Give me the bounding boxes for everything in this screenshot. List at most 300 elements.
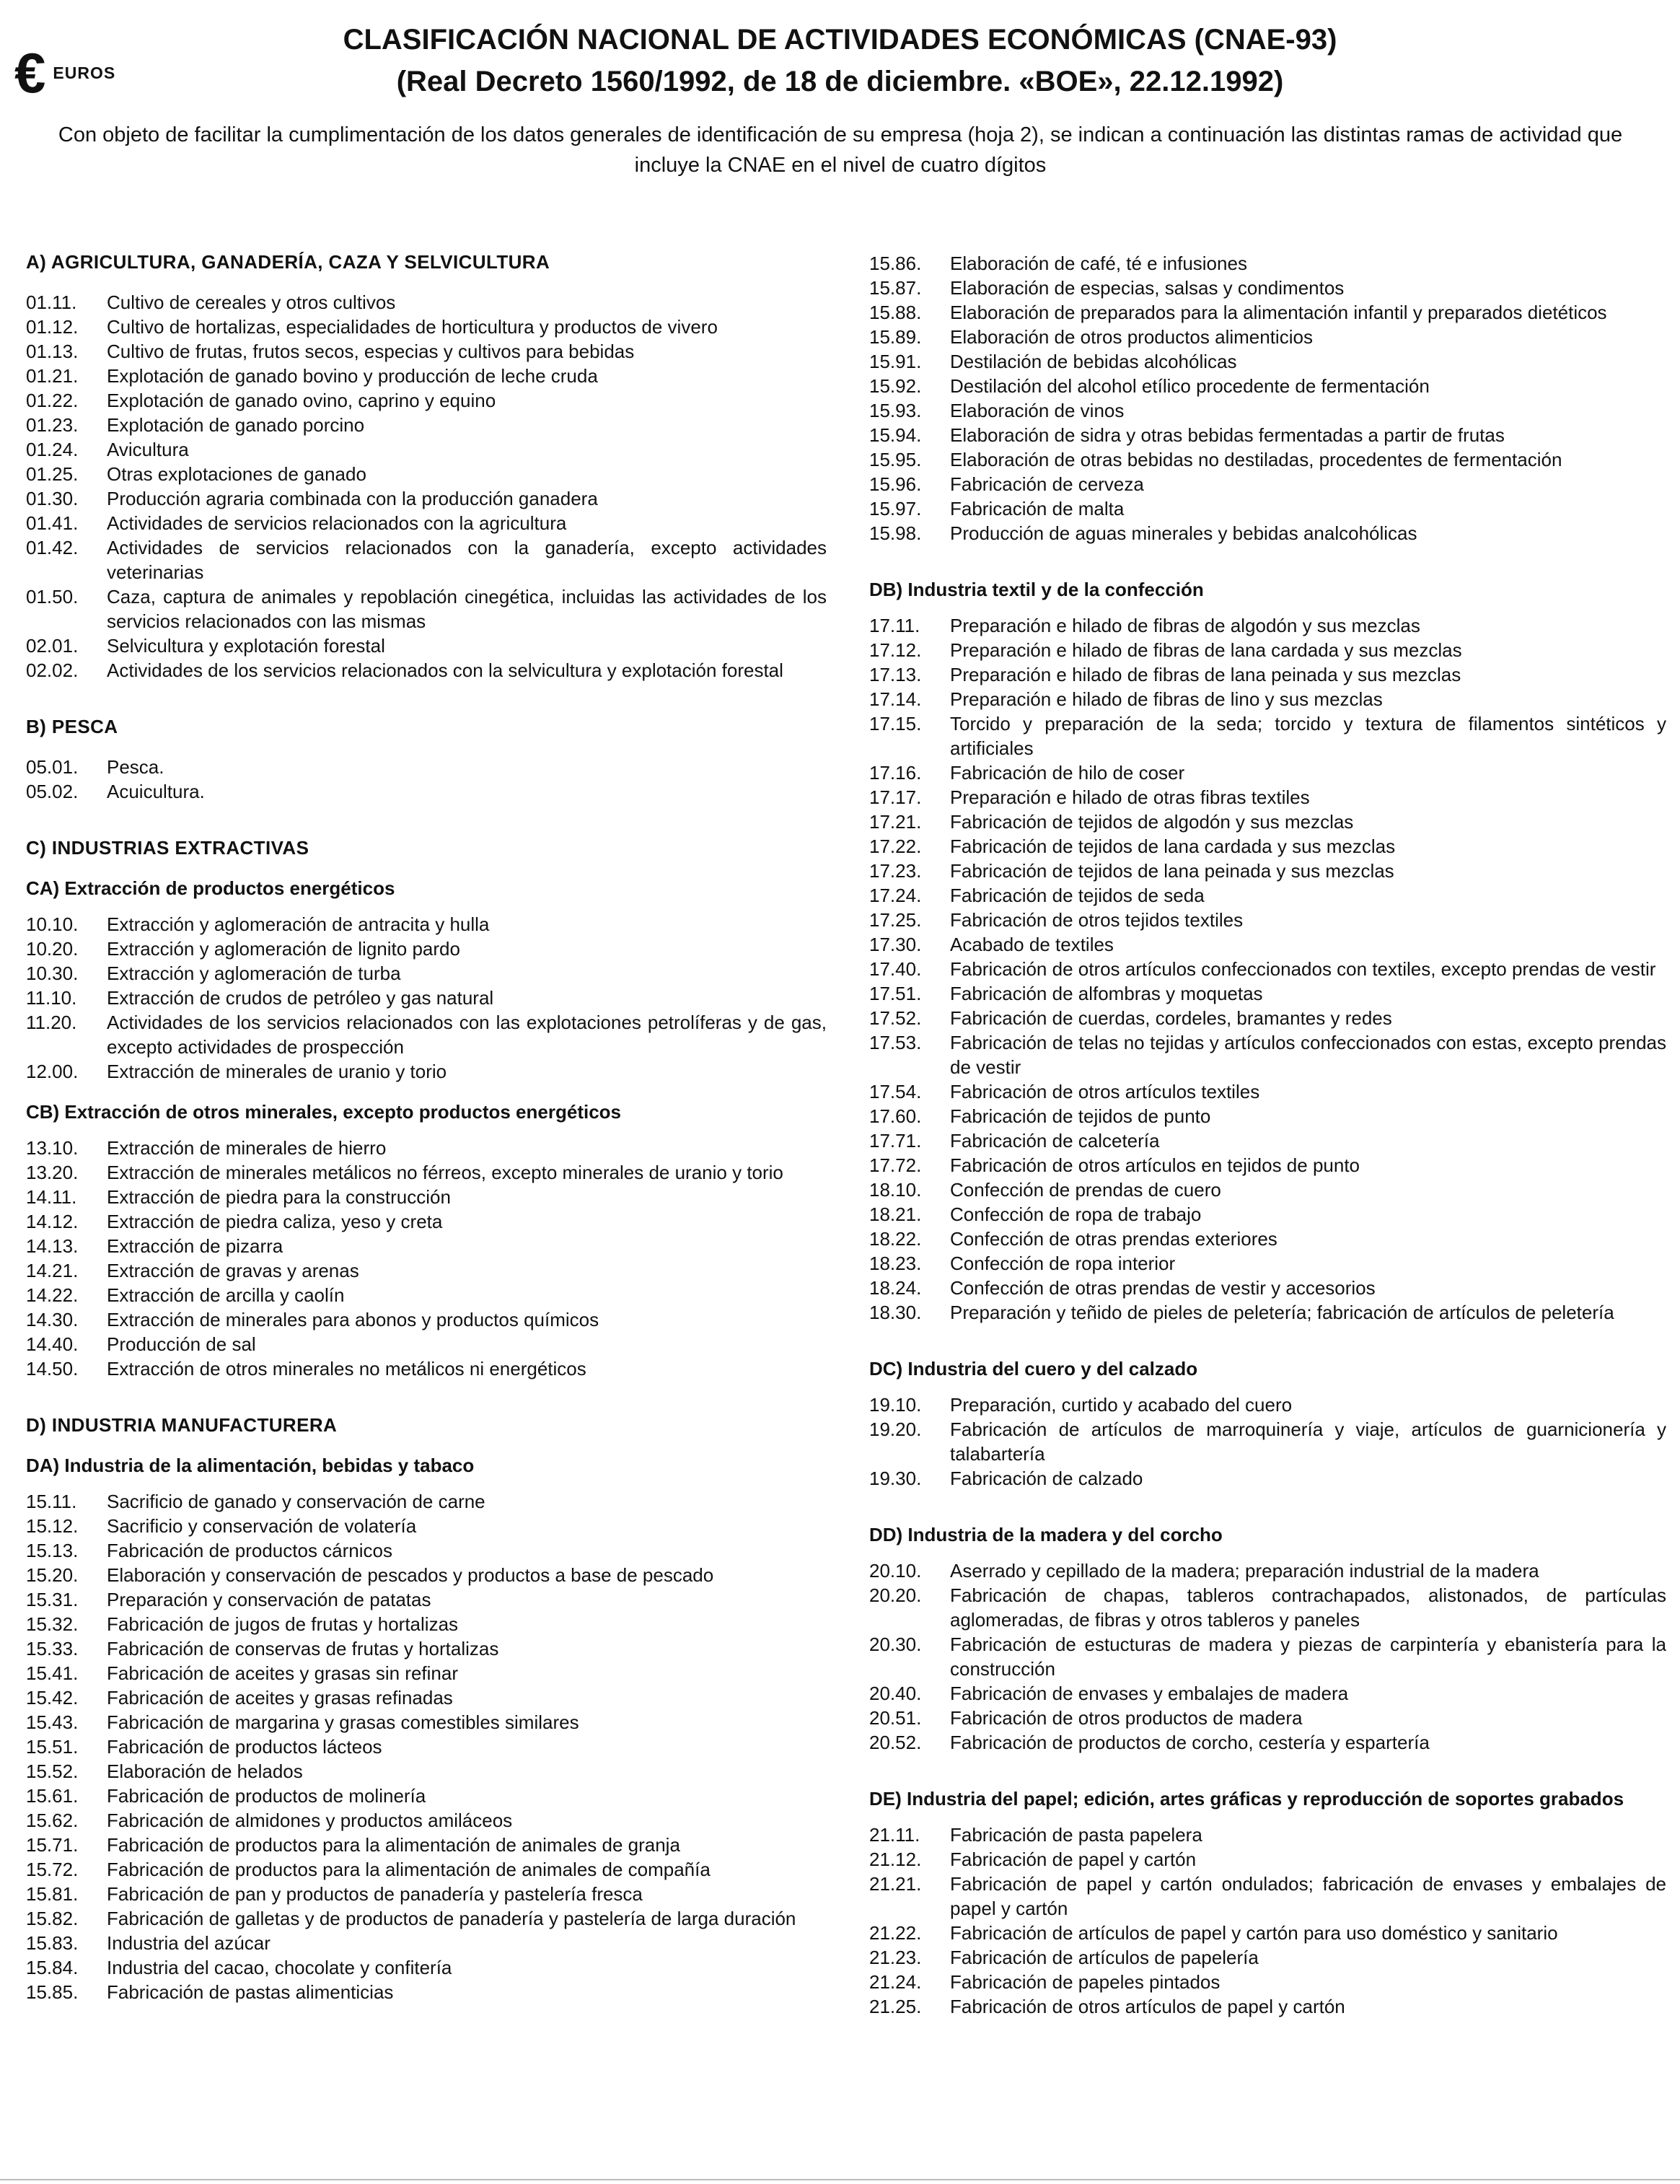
activity-entry (26, 1185, 827, 1209)
activity-code: 17.15. (869, 713, 922, 734)
activity-entry (26, 1587, 827, 1612)
activity-description: Confección de prendas de cuero (950, 1179, 1221, 1201)
activity-code: 18.24. (869, 1277, 922, 1299)
activity-code: 18.10. (869, 1179, 922, 1201)
activity-description: Cultivo de cereales y otros cultivos (107, 291, 396, 313)
activity-entry (26, 437, 827, 462)
activity-description: Elaboración de sidra y otras bebidas fermentadas a partir de frutas (950, 424, 1505, 446)
activity-entry (26, 986, 827, 1010)
activity-code: 17.30. (869, 934, 922, 955)
activity-code: 19.20. (869, 1418, 922, 1440)
activity-entry (26, 1209, 827, 1234)
activity-entry (26, 1356, 827, 1381)
activity-entry (869, 447, 1666, 472)
activity-entry (869, 1128, 1666, 1153)
section (869, 1522, 1666, 1755)
activity-entry (26, 1514, 827, 1538)
activity-entry (869, 1558, 1666, 1583)
activity-description: Fabricación de jugos de frutas y hortalizas (107, 1613, 459, 1635)
activity-description: Extracción de minerales de uranio y torio (107, 1061, 447, 1082)
activity-code: 17.71. (869, 1130, 922, 1152)
activity-entry (26, 1332, 827, 1356)
subsection (26, 876, 827, 1084)
activity-code: 13.10. (26, 1137, 79, 1159)
activity-description: Extracción de otros minerales no metálicos ni energéticos (107, 1358, 586, 1380)
activity-description: Producción de sal (107, 1333, 256, 1355)
section-heading: A) AGRICULTURA, GANADERÍA, CAZA Y SELVICULTURA (26, 251, 550, 273)
activity-entry (26, 779, 827, 804)
activity-code: 15.98. (869, 522, 922, 544)
activity-code: 15.62. (26, 1810, 79, 1831)
activity-code: 01.21. (26, 365, 79, 387)
subsection-heading: DE) Industria del papel; edición, artes gráficas y reproducción de soportes grabados (869, 1788, 1624, 1810)
section (26, 250, 827, 683)
activity-description: Confección de otras prendas exteriores (950, 1228, 1277, 1250)
activity-code: 17.53. (869, 1032, 922, 1053)
activity-description: Preparación e hilado de fibras de lana cardada y sus mezclas (950, 639, 1462, 661)
subsection (26, 290, 827, 683)
activity-entry (26, 1160, 827, 1185)
activity-entry (869, 785, 1666, 810)
activity-entry (26, 1489, 827, 1514)
activity-description: Fabricación de otros productos de madera (950, 1707, 1303, 1729)
activity-entry (869, 276, 1666, 300)
activity-code: 15.87. (869, 277, 922, 299)
activity-code: 01.41. (26, 512, 79, 534)
activity-entry (869, 662, 1666, 687)
activity-code: 05.02. (26, 781, 79, 802)
activity-description: Cultivo de hortalizas, especialidades de horticultura y productos de vivero (107, 316, 718, 338)
activity-entry (26, 1784, 827, 1808)
activity-code: 17.14. (869, 688, 922, 710)
activity-description: Elaboración de otras bebidas no destiladas, procedentes de fermentación (950, 449, 1562, 470)
activity-code: 20.51. (869, 1707, 922, 1729)
activity-description: Producción agraria combinada con la producción ganadera (107, 488, 598, 509)
subsection-heading: CB) Extracción de otros minerales, excepto productos energéticos (26, 1101, 622, 1123)
section (869, 1356, 1666, 1491)
subsection (26, 1100, 827, 1381)
activity-code: 15.94. (869, 424, 922, 446)
activity-code: 14.21. (26, 1260, 79, 1281)
activity-description: Selvicultura y explotación forestal (107, 635, 385, 657)
activity-code: 02.01. (26, 635, 79, 657)
activity-description: Cultivo de frutas, frutos secos, especias y cultivos para bebidas (107, 341, 635, 362)
activity-entry (869, 1202, 1666, 1227)
subsection-heading: DC) Industria del cuero y del calzado (869, 1358, 1198, 1380)
section (26, 714, 827, 804)
activity-entry (869, 1030, 1666, 1079)
activity-code: 10.10. (26, 913, 79, 935)
activity-entry (26, 1563, 827, 1587)
activity-code: 01.25. (26, 463, 79, 485)
activity-entry (869, 1994, 1666, 2019)
activity-description: Destilación del alcohol etílico procedente de fermentación (950, 375, 1430, 397)
activity-description: Fabricación de aceites y grasas refinadas (107, 1687, 453, 1709)
activity-code: 15.82. (26, 1908, 79, 1929)
activity-description: Producción de aguas minerales y bebidas analcohólicas (950, 522, 1417, 544)
activity-code: 15.92. (869, 375, 922, 397)
activity-code: 14.30. (26, 1309, 79, 1330)
subsection (869, 251, 1666, 545)
activity-description: Fabricación de malta (950, 498, 1125, 519)
activity-code: 15.61. (26, 1785, 79, 1807)
activity-entry (869, 1177, 1666, 1202)
activity-description: Extracción de pizarra (107, 1235, 283, 1257)
activity-description: Fabricación de artículos de papel y cartón para uso doméstico y sanitario (950, 1922, 1558, 1944)
activity-description: Extracción de minerales metálicos no férreos, excepto minerales de uranio y torio (107, 1162, 783, 1183)
activity-entry (26, 339, 827, 364)
subsection (26, 755, 827, 804)
activity-description: Fabricación de papel y cartón ondulados; fabricación de envases y embalajes de papel y cartón (950, 1873, 1666, 1919)
activity-code: 01.42. (26, 537, 79, 558)
section-heading: C) INDUSTRIAS EXTRACTIVAS (26, 837, 309, 859)
activity-code: 14.50. (26, 1358, 79, 1380)
activity-entry (869, 472, 1666, 496)
activity-entry (26, 1808, 827, 1833)
activity-code: 01.11. (26, 291, 77, 313)
activity-description: Preparación, curtido y acabado del cuero (950, 1394, 1293, 1416)
activity-description: Extracción de minerales para abonos y productos químicos (107, 1309, 599, 1330)
activity-description: Elaboración de preparados para la alimentación infantil y preparados dietéticos (950, 302, 1607, 323)
euro-icon: € (14, 41, 46, 105)
activity-code: 15.52. (26, 1760, 79, 1782)
activity-entry (26, 912, 827, 937)
title-line-2: (Real Decreto 1560/1992, de 18 de diciembre. «BOE», 22.12.1992) (396, 66, 1284, 97)
activity-entry (869, 423, 1666, 447)
activity-entry (26, 1906, 827, 1931)
activity-description: Explotación de ganado bovino y producción de leche cruda (107, 365, 598, 387)
activity-code: 11.10. (26, 987, 77, 1009)
activity-description: Acuicultura. (107, 781, 205, 802)
activity-description: Preparación e hilado de fibras de lino y sus mezclas (950, 688, 1383, 710)
activity-entry (26, 1955, 827, 1980)
activity-code: 20.10. (869, 1560, 922, 1582)
section (869, 577, 1666, 1325)
intro-paragraph: Con objeto de facilitar la cumplimentación de los datos generales de identificación de su empresa (hoja 2), se indican a continuación las distintas ramas de actividad que incluye la CNAE en el nivel de cuatro dígitos (58, 123, 1623, 177)
activity-description: Fabricación de artículos de papelería (950, 1947, 1259, 1968)
activity-code: 17.52. (869, 1007, 922, 1029)
activity-code: 17.22. (869, 836, 922, 857)
activity-code: 15.89. (869, 326, 922, 348)
activity-code: 19.30. (869, 1468, 922, 1489)
activity-description: Aserrado y cepillado de la madera; preparación industrial de la madera (950, 1560, 1539, 1582)
activity-description: Fabricación de productos lácteos (107, 1736, 382, 1758)
activity-code: 15.72. (26, 1859, 79, 1880)
activity-description: Fabricación de productos cárnicos (107, 1540, 392, 1561)
activity-entry (869, 1466, 1666, 1491)
activity-code: 01.30. (26, 488, 79, 509)
activity-description: Fabricación de productos para la alimentación de animales de compañía (107, 1859, 711, 1880)
activity-code: 17.60. (869, 1105, 922, 1127)
activity-description: Fabricación de artículos de marroquinería y viaje, artículos de guarnicionería y talabartería (950, 1418, 1666, 1465)
activity-code: 10.30. (26, 962, 79, 984)
activity-entry (26, 290, 827, 315)
activity-code: 15.85. (26, 1981, 79, 2003)
activity-description: Fabricación de tejidos de lana peinada y sus mezclas (950, 860, 1394, 882)
section (26, 836, 827, 1381)
title-line-1: CLASIFICACIÓN NACIONAL DE ACTIVIDADES ECONÓMICAS (CNAE-93) (343, 24, 1337, 56)
activity-entry (869, 810, 1666, 834)
activity-code: 21.23. (869, 1947, 922, 1968)
activity-entry (26, 584, 827, 633)
activity-code: 01.50. (26, 586, 79, 608)
activity-description: Extracción y aglomeración de lignito pardo (107, 938, 460, 960)
activity-description: Fabricación de margarina y grasas comestibles similares (107, 1711, 579, 1733)
activity-description: Elaboración de especias, salsas y condimentos (950, 277, 1345, 299)
activity-entry (869, 1276, 1666, 1300)
subsection (869, 1356, 1666, 1491)
activity-entry (869, 1823, 1666, 1847)
activity-code: 17.13. (869, 664, 922, 685)
activity-description: Fabricación de productos para la alimentación de animales de granja (107, 1834, 680, 1856)
activity-description: Sacrificio de ganado y conservación de carne (107, 1491, 485, 1512)
activity-entry (869, 398, 1666, 423)
activity-code: 18.23. (869, 1253, 922, 1274)
activity-description: Preparación e hilado de fibras de lana peinada y sus mezclas (950, 664, 1461, 685)
activity-entry (869, 1393, 1666, 1417)
activity-description: Fabricación de pan y productos de panadería y pastelería fresca (107, 1883, 643, 1905)
section (869, 1786, 1666, 2019)
activity-code: 15.41. (26, 1662, 79, 1684)
activity-entry (869, 325, 1666, 349)
activity-description: Extracción de piedra para la construcción (107, 1186, 451, 1208)
activity-description: Preparación e hilado de fibras de algodón y sus mezclas (950, 615, 1420, 636)
activity-entry (869, 834, 1666, 859)
activity-entry (26, 1538, 827, 1563)
currency-label: EUROS (53, 63, 116, 82)
activity-description: Pesca. (107, 756, 164, 778)
activity-entry (26, 1136, 827, 1160)
activity-description: Fabricación de productos de molinería (107, 1785, 426, 1807)
document-title (0, 19, 1680, 105)
activity-entry (26, 1612, 827, 1636)
activity-code: 15.33. (26, 1638, 79, 1659)
activity-description: Fabricación de galletas y de productos de panadería y pastelería de larga duración (107, 1908, 796, 1929)
activity-description: Fabricación de cuerdas, cordeles, bramantes y redes (950, 1007, 1392, 1029)
activity-code: 15.71. (26, 1834, 79, 1856)
subsection (869, 1786, 1666, 2019)
activity-entry (869, 932, 1666, 957)
activity-description: Fabricación de envases y embalajes de madera (950, 1683, 1349, 1704)
activity-description: Acabado de textiles (950, 934, 1114, 955)
activity-entry (26, 1759, 827, 1784)
activity-code: 01.24. (26, 439, 79, 460)
activity-description: Fabricación de otros artículos de papel y cartón (950, 1996, 1345, 2017)
activity-description: Actividades de los servicios relacionados con las explotaciones petrolíferas y de gas, excepto actividades de prospección (107, 1012, 827, 1058)
activity-description: Fabricación de telas no tejidas y artículos confeccionados con estas, excepto prendas de vestir (950, 1032, 1666, 1078)
activity-entry (869, 687, 1666, 711)
activity-entry (869, 1227, 1666, 1251)
activity-code: 15.97. (869, 498, 922, 519)
activity-code: 15.13. (26, 1540, 79, 1561)
activity-description: Fabricación de tejidos de lana cardada y sus mezclas (950, 836, 1396, 857)
activity-entry (869, 981, 1666, 1006)
activity-description: Explotación de ganado ovino, caprino y equino (107, 390, 496, 411)
activity-entry (26, 511, 827, 535)
activity-description: Fabricación de tejidos de algodón y sus mezclas (950, 811, 1354, 833)
activity-description: Fabricación de cerveza (950, 473, 1144, 495)
activity-description: Elaboración de vinos (950, 400, 1125, 421)
activity-description: Extracción de minerales de hierro (107, 1137, 387, 1159)
subsection-heading: CA) Extracción de productos energéticos (26, 877, 395, 899)
activity-entry (869, 349, 1666, 374)
activity-code: 15.31. (26, 1589, 79, 1610)
activity-entry (26, 1857, 827, 1882)
activity-description: Sacrificio y conservación de volatería (107, 1515, 417, 1537)
activity-code: 15.93. (869, 400, 922, 421)
activity-code: 01.13. (26, 341, 79, 362)
activity-entry (869, 1945, 1666, 1970)
activity-description: Explotación de ganado porcino (107, 414, 365, 436)
activity-entry (869, 1872, 1666, 1921)
activity-code: 15.81. (26, 1883, 79, 1905)
activity-entry (869, 1970, 1666, 1994)
activity-description: Destilación de bebidas alcohólicas (950, 351, 1237, 372)
activity-code: 02.02. (26, 659, 79, 681)
activity-code: 18.21. (869, 1203, 922, 1225)
activity-description: Fabricación de papeles pintados (950, 1971, 1221, 1993)
activity-description: Fabricación de aceites y grasas sin refinar (107, 1662, 459, 1684)
activity-entry (869, 711, 1666, 760)
activity-code: 15.88. (869, 302, 922, 323)
activity-code: 17.40. (869, 958, 922, 980)
activity-code: 21.22. (869, 1922, 922, 1944)
activity-description: Fabricación de conservas de frutas y hortalizas (107, 1638, 499, 1659)
activity-code: 15.43. (26, 1711, 79, 1733)
activity-code: 12.00. (26, 1061, 79, 1082)
activity-code: 14.12. (26, 1211, 79, 1232)
activity-entry (869, 1583, 1666, 1632)
activity-code: 15.12. (26, 1515, 79, 1537)
activity-description: Otras explotaciones de ganado (107, 463, 366, 485)
activity-entry (869, 613, 1666, 638)
activity-code: 15.32. (26, 1613, 79, 1635)
activity-code: 14.40. (26, 1333, 79, 1355)
subsection (869, 577, 1666, 1325)
activity-entry (869, 1921, 1666, 1945)
activity-code: 20.20. (869, 1584, 922, 1606)
activity-description: Confección de ropa interior (950, 1253, 1176, 1274)
activity-description: Fabricación de pastas alimenticias (107, 1981, 394, 2003)
activity-code: 05.01. (26, 756, 79, 778)
activity-description: Fabricación de tejidos de seda (950, 885, 1205, 906)
activity-description: Industria del cacao, chocolate y confitería (107, 1957, 452, 1978)
activity-description: Extracción de gravas y arenas (107, 1260, 359, 1281)
activity-code: 21.12. (869, 1848, 922, 1870)
activity-entry (26, 1685, 827, 1710)
activity-entry (26, 1258, 827, 1283)
activity-entry (869, 859, 1666, 883)
activity-description: Extracción de crudos de petróleo y gas natural (107, 987, 494, 1009)
activity-description: Confección de otras prendas de vestir y accesorios (950, 1277, 1376, 1299)
activity-entry (869, 1706, 1666, 1730)
activity-code: 13.20. (26, 1162, 79, 1183)
activity-code: 14.13. (26, 1235, 79, 1257)
activity-entry (26, 755, 827, 779)
activity-entry (26, 1980, 827, 2004)
activity-entry (869, 1847, 1666, 1872)
activity-entry (26, 1710, 827, 1735)
activity-code: 17.54. (869, 1081, 922, 1102)
activity-entry (26, 1636, 827, 1661)
activity-description: Industria del azúcar (107, 1932, 271, 1954)
activity-description: Extracción y aglomeración de antracita y hulla (107, 913, 490, 935)
activity-entry (869, 1632, 1666, 1681)
activity-entry (869, 1104, 1666, 1128)
activity-entry (26, 1307, 827, 1332)
activity-code: 18.30. (869, 1302, 922, 1323)
activity-entry (869, 374, 1666, 398)
activity-entry (26, 1010, 827, 1059)
activity-description: Fabricación de almidones y productos amiláceos (107, 1810, 513, 1831)
activity-description: Fabricación de calzado (950, 1468, 1143, 1489)
activity-code: 18.22. (869, 1228, 922, 1250)
activity-code: 15.51. (26, 1736, 79, 1758)
activity-entry (869, 1251, 1666, 1276)
activity-entry (26, 364, 827, 388)
activity-code: 01.23. (26, 414, 79, 436)
subsection-heading: DA) Industria de la alimentación, bebidas y tabaco (26, 1455, 475, 1476)
activity-description: Elaboración de otros productos alimenticios (950, 326, 1313, 348)
activity-code: 17.51. (869, 983, 922, 1004)
activity-code: 17.24. (869, 885, 922, 906)
subsection-heading: DD) Industria de la madera y del corcho (869, 1524, 1223, 1545)
activity-entry (26, 633, 827, 658)
activity-code: 19.10. (869, 1394, 922, 1416)
activity-code: 21.24. (869, 1971, 922, 1993)
activity-entry (26, 1833, 827, 1857)
activity-description: Actividades de servicios relacionados con la agricultura (107, 512, 567, 534)
section-heading: B) PESCA (26, 716, 118, 737)
activity-entry (26, 1882, 827, 1906)
activity-description: Extracción de piedra caliza, yeso y creta (107, 1211, 443, 1232)
activity-code: 21.25. (869, 1996, 922, 2017)
activity-entry (869, 957, 1666, 981)
activity-code: 17.16. (869, 762, 922, 784)
activity-code: 15.95. (869, 449, 922, 470)
activity-code: 01.22. (26, 390, 79, 411)
subsection-heading: DB) Industria textil y de la confección (869, 579, 1204, 600)
right-column (869, 251, 1666, 2019)
activity-entry (26, 658, 827, 683)
activity-code: 17.72. (869, 1154, 922, 1176)
activity-description: Extracción y aglomeración de turba (107, 962, 401, 984)
activity-description: Fabricación de otros artículos confeccionados con textiles, excepto prendas de vestir (950, 958, 1656, 980)
activity-entry (869, 521, 1666, 545)
activity-description: Preparación y conservación de patatas (107, 1589, 431, 1610)
activity-code: 15.86. (869, 253, 922, 274)
activity-entry (869, 1417, 1666, 1466)
activity-code: 11.20. (26, 1012, 77, 1033)
activity-entry (26, 413, 827, 437)
activity-code: 15.20. (26, 1564, 79, 1586)
activity-description: Fabricación de otros artículos en tejidos de punto (950, 1154, 1360, 1176)
activity-code: 17.17. (869, 786, 922, 808)
activity-code: 17.21. (869, 811, 922, 833)
activity-entry (26, 486, 827, 511)
activity-entry (26, 1234, 827, 1258)
activity-code: 14.11. (26, 1186, 77, 1208)
activity-code: 15.42. (26, 1687, 79, 1709)
activity-code: 17.23. (869, 860, 922, 882)
activity-entry (869, 300, 1666, 325)
activity-code: 20.40. (869, 1683, 922, 1704)
subsection (26, 1453, 827, 2004)
activity-code: 20.30. (869, 1633, 922, 1655)
activity-description: Avicultura (107, 439, 189, 460)
activity-code: 21.11. (869, 1824, 920, 1846)
activity-description: Preparación y teñido de pieles de peletería; fabricación de artículos de peletería (950, 1302, 1614, 1323)
